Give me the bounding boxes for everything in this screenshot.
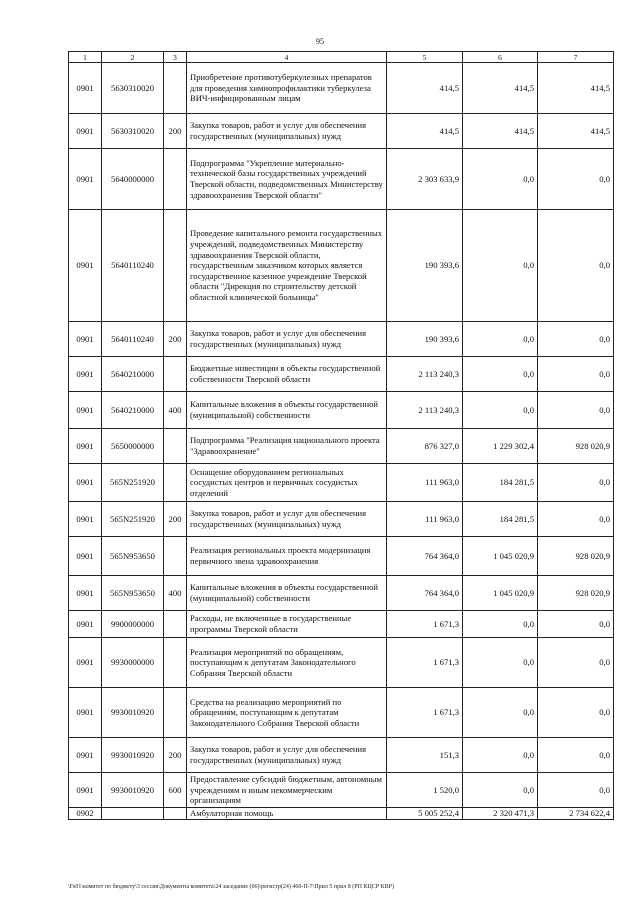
table-row <box>69 114 614 149</box>
table-row <box>69 502 614 537</box>
cell-amount-year3: 2 734 622,4 <box>538 808 614 820</box>
cell-amount-year2: 0,0 <box>463 773 538 808</box>
table-row <box>69 322 614 357</box>
cell-name: Закупка товаров, работ и услуг для обеспечения государственных (муниципальных) нужд <box>187 114 387 149</box>
cell-target-article: 565N251920 <box>102 464 164 502</box>
cell-name: Реализация региональных проекта модернизация первичного звена здравоохранения <box>187 537 387 576</box>
cell-amount-year3: 0,0 <box>538 322 614 357</box>
cell-target-article: 9930000000 <box>102 638 164 688</box>
cell-expense-type: 400 <box>164 392 187 429</box>
table-row <box>69 210 614 322</box>
cell-name: Расходы, не включенные в государственные программы Тверской области <box>187 611 387 638</box>
cell-name: Проведение капитального ремонта государственных учреждений, подведомственных Министерству здравоохранения Тверской области, государственным заказчиком которых является государственное казенное учреждение Тверской области "Дирекция по строительству детской областной клинической больницы" <box>187 210 387 322</box>
cell-name: Бюджетные инвестиции в объекты государственной собственности Тверской области <box>187 357 387 392</box>
column-number: 2 <box>102 52 164 63</box>
table-row <box>69 638 614 688</box>
cell-amount-year1: 1 671,3 <box>387 611 463 638</box>
cell-amount-year1: 1 671,3 <box>387 638 463 688</box>
cell-name: Закупка товаров, работ и услуг для обеспечения государственных (муниципальных) нужд <box>187 738 387 773</box>
cell-target-article: 5630310020 <box>102 63 164 114</box>
cell-amount-year3: 0,0 <box>538 502 614 537</box>
cell-amount-year2: 184 281,5 <box>463 502 538 537</box>
cell-amount-year3: 0,0 <box>538 149 614 210</box>
cell-section-code: 0901 <box>69 392 102 429</box>
cell-amount-year3: 0,0 <box>538 392 614 429</box>
cell-section-code: 0901 <box>69 63 102 114</box>
cell-section-code: 0901 <box>69 638 102 688</box>
cell-expense-type <box>164 63 187 114</box>
cell-amount-year1: 111 963,0 <box>387 502 463 537</box>
cell-expense-type <box>164 464 187 502</box>
cell-amount-year2: 414,5 <box>463 114 538 149</box>
budget-table <box>68 51 614 820</box>
cell-name: Капитальные вложения в объекты государственной (муниципальной) собственности <box>187 392 387 429</box>
cell-expense-type <box>164 357 187 392</box>
cell-amount-year3: 0,0 <box>538 688 614 738</box>
cell-name: Реализация мероприятий по обращениям, поступающим к депутатам Законодательного Собрания Тверской области <box>187 638 387 688</box>
cell-section-code: 0901 <box>69 210 102 322</box>
cell-section-code: 0901 <box>69 429 102 464</box>
column-number: 5 <box>387 52 463 63</box>
cell-amount-year3: 0,0 <box>538 357 614 392</box>
cell-amount-year1: 1 520,0 <box>387 773 463 808</box>
cell-name: Предоставление субсидий бюджетным, автономным учреждениям и иным некоммерческим организациям <box>187 773 387 808</box>
table-row <box>69 808 614 820</box>
cell-target-article: 565N251920 <box>102 502 164 537</box>
cell-amount-year2: 1 229 302,4 <box>463 429 538 464</box>
cell-expense-type <box>164 611 187 638</box>
cell-amount-year2: 0,0 <box>463 210 538 322</box>
table-row <box>69 464 614 502</box>
cell-amount-year1: 2 113 240,3 <box>387 357 463 392</box>
cell-expense-type <box>164 808 187 820</box>
cell-amount-year2: 0,0 <box>463 149 538 210</box>
cell-expense-type: 400 <box>164 576 187 611</box>
cell-amount-year3: 0,0 <box>538 611 614 638</box>
cell-section-code: 0902 <box>69 808 102 820</box>
table-row <box>69 611 614 638</box>
column-number-row <box>69 52 614 63</box>
cell-expense-type <box>164 688 187 738</box>
cell-name: Амбулаторная помощь <box>187 808 387 820</box>
cell-expense-type: 200 <box>164 322 187 357</box>
cell-amount-year1: 5 005 252,4 <box>387 808 463 820</box>
cell-target-article: 9930010920 <box>102 738 164 773</box>
cell-section-code: 0901 <box>69 357 102 392</box>
cell-expense-type: 200 <box>164 502 187 537</box>
cell-amount-year3: 414,5 <box>538 114 614 149</box>
cell-amount-year1: 111 963,0 <box>387 464 463 502</box>
cell-section-code: 0901 <box>69 738 102 773</box>
column-number: 6 <box>463 52 538 63</box>
cell-section-code: 0901 <box>69 611 102 638</box>
cell-section-code: 0901 <box>69 537 102 576</box>
cell-amount-year1: 764 364,0 <box>387 537 463 576</box>
cell-amount-year1: 190 393,6 <box>387 322 463 357</box>
cell-amount-year3: 0,0 <box>538 738 614 773</box>
cell-amount-year1: 2 113 240,3 <box>387 392 463 429</box>
cell-section-code: 0901 <box>69 149 102 210</box>
cell-amount-year2: 0,0 <box>463 738 538 773</box>
cell-target-article: 5630310020 <box>102 114 164 149</box>
cell-amount-year2: 0,0 <box>463 688 538 738</box>
cell-amount-year1: 2 303 633,9 <box>387 149 463 210</box>
cell-amount-year2: 0,0 <box>463 638 538 688</box>
cell-section-code: 0901 <box>69 576 102 611</box>
cell-section-code: 0901 <box>69 464 102 502</box>
cell-amount-year2: 0,0 <box>463 357 538 392</box>
cell-expense-type <box>164 638 187 688</box>
cell-expense-type <box>164 149 187 210</box>
cell-amount-year2: 1 045 020,9 <box>463 576 538 611</box>
cell-target-article: 5640110240 <box>102 210 164 322</box>
cell-expense-type: 600 <box>164 773 187 808</box>
cell-target-article: 565N953650 <box>102 576 164 611</box>
cell-target-article: 9930010920 <box>102 688 164 738</box>
cell-amount-year2: 184 281,5 <box>463 464 538 502</box>
cell-amount-year1: 876 327,0 <box>387 429 463 464</box>
cell-amount-year1: 190 393,6 <box>387 210 463 322</box>
cell-name: Закупка товаров, работ и услуг для обеспечения государственных (муниципальных) нужд <box>187 502 387 537</box>
table-row <box>69 688 614 738</box>
cell-name: Подпрограмма "Укрепление материально-технической базы государственных учреждений Тверской области, подведомственных Министерству здравоохранения Тверской области" <box>187 149 387 210</box>
table-row <box>69 149 614 210</box>
cell-name: Приобретение противотуберкулезных препаратов для проведения химиопрофилактики туберкулеза ВИЧ-инфицированным лицам <box>187 63 387 114</box>
table-row <box>69 537 614 576</box>
cell-target-article: 9930010920 <box>102 773 164 808</box>
cell-amount-year3: 928 020,9 <box>538 429 614 464</box>
column-number: 7 <box>538 52 614 63</box>
cell-amount-year3: 414,5 <box>538 63 614 114</box>
cell-section-code: 0901 <box>69 688 102 738</box>
cell-amount-year3: 0,0 <box>538 210 614 322</box>
cell-name: Капитальные вложения в объекты государственной (муниципальной) собственности <box>187 576 387 611</box>
cell-name: Подпрограмма "Реализация национального проекта "Здравоохранение" <box>187 429 387 464</box>
cell-expense-type: 200 <box>164 114 187 149</box>
cell-name: Средства на реализацию мероприятий по обращениям, поступающим к депутатам Законодательного Собрания Тверской области <box>187 688 387 738</box>
cell-section-code: 0901 <box>69 502 102 537</box>
table-row <box>69 357 614 392</box>
cell-amount-year2: 0,0 <box>463 322 538 357</box>
cell-section-code: 0901 <box>69 773 102 808</box>
cell-amount-year3: 0,0 <box>538 638 614 688</box>
cell-name: Закупка товаров, работ и услуг для обеспечения государственных (муниципальных) нужд <box>187 322 387 357</box>
table-row <box>69 576 614 611</box>
column-number: 3 <box>164 52 187 63</box>
cell-target-article: 5650000000 <box>102 429 164 464</box>
cell-target-article: 5640210000 <box>102 392 164 429</box>
cell-amount-year1: 1 671,3 <box>387 688 463 738</box>
column-number: 4 <box>187 52 387 63</box>
table-row <box>69 773 614 808</box>
cell-section-code: 0901 <box>69 322 102 357</box>
table-row <box>69 429 614 464</box>
cell-amount-year1: 414,5 <box>387 63 463 114</box>
cell-amount-year3: 0,0 <box>538 464 614 502</box>
cell-amount-year2: 0,0 <box>463 392 538 429</box>
table-row <box>69 63 614 114</box>
cell-amount-year2: 414,5 <box>463 63 538 114</box>
cell-target-article: 5640000000 <box>102 149 164 210</box>
cell-expense-type <box>164 429 187 464</box>
cell-target-article: 565N953650 <box>102 537 164 576</box>
cell-amount-year1: 151,3 <box>387 738 463 773</box>
cell-amount-year2: 0,0 <box>463 611 538 638</box>
column-number: 1 <box>69 52 102 63</box>
cell-amount-year2: 2 320 471,3 <box>463 808 538 820</box>
table-row <box>69 392 614 429</box>
cell-target-article: 9900000000 <box>102 611 164 638</box>
cell-target-article: 5640110240 <box>102 322 164 357</box>
cell-amount-year1: 764 364,0 <box>387 576 463 611</box>
cell-section-code: 0901 <box>69 114 102 149</box>
cell-expense-type <box>164 537 187 576</box>
cell-amount-year3: 928 020,9 <box>538 537 614 576</box>
cell-amount-year3: 0,0 <box>538 773 614 808</box>
cell-amount-year3: 928 020,9 <box>538 576 614 611</box>
cell-target-article: 5640210000 <box>102 357 164 392</box>
cell-expense-type <box>164 210 187 322</box>
cell-name: Оснащение оборудованием региональных сосудистых центров и первичных сосудистых отделений <box>187 464 387 502</box>
cell-amount-year2: 1 045 020,9 <box>463 537 538 576</box>
page-number: 95 <box>316 37 324 46</box>
cell-target-article <box>102 808 164 820</box>
file-path-footer: \Fs01\комитет по бюджету\3 сессия\Документы комитета\24 заседание (06)\регистр(24) 460-П-7\Прил 5 прил 8 (РП КЦСР КВР) <box>68 884 394 890</box>
cell-amount-year1: 414,5 <box>387 114 463 149</box>
cell-expense-type: 200 <box>164 738 187 773</box>
table-row <box>69 738 614 773</box>
